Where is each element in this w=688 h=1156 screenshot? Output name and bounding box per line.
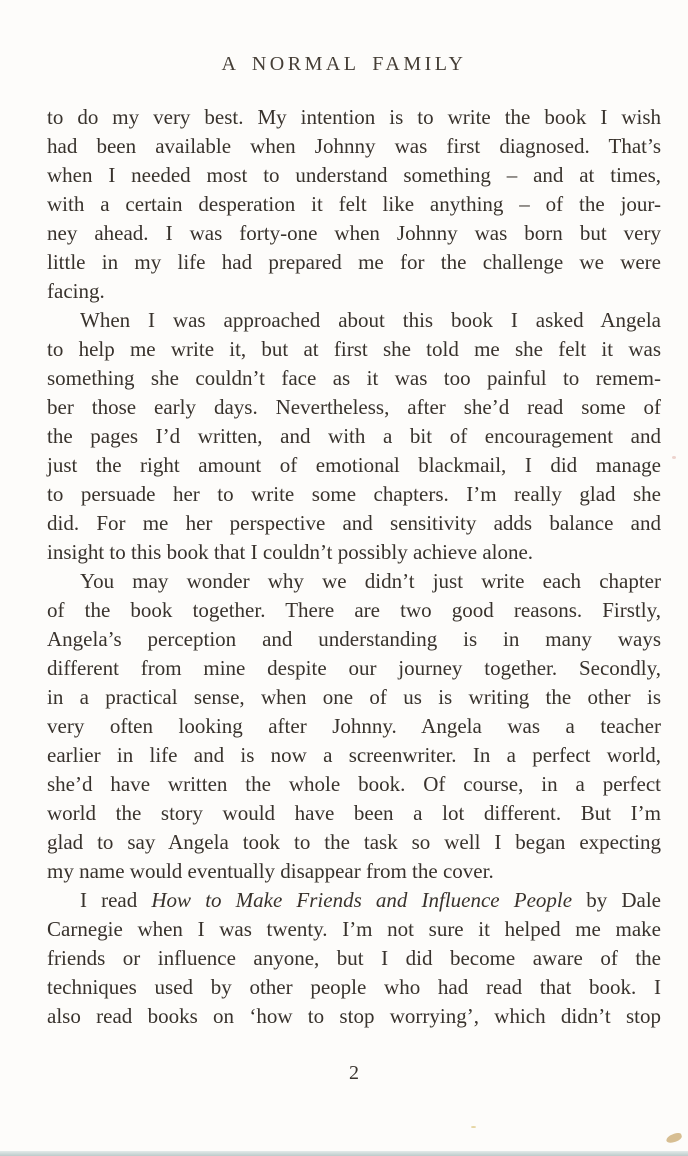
text-line xyxy=(47,828,661,857)
text-line xyxy=(47,683,661,712)
text-segment: to help me write it, but at first she told me she felt it was xyxy=(47,337,661,361)
text-segment: I read xyxy=(80,888,152,912)
text-line xyxy=(47,886,661,915)
text-line xyxy=(47,190,661,219)
text-line xyxy=(47,654,661,683)
text-line xyxy=(47,393,661,422)
text-line xyxy=(47,132,661,161)
text-segment: when I needed most to understand something – and at times, xyxy=(47,163,661,187)
text-segment: world the story would have been a lot different. But I’m xyxy=(47,801,661,825)
text-line xyxy=(47,364,661,393)
text-line xyxy=(47,538,661,567)
text-segment: glad to say Angela took to the task so well I began expecting xyxy=(47,830,661,854)
text-segment: she’d have written the whole book. Of course, in a perfect xyxy=(47,772,661,796)
text-segment: just the right amount of emotional blackmail, I did manage xyxy=(47,453,661,477)
scan-smudge-corner xyxy=(665,1132,683,1145)
text-segment: to do my very best. My intention is to write the book I wish xyxy=(47,105,661,129)
text-line xyxy=(47,161,661,190)
text-line xyxy=(47,248,661,277)
text-segment: with a certain desperation it felt like anything – of the jour- xyxy=(47,192,661,216)
text-segment: the pages I’d written, and with a bit of encouragement and xyxy=(47,424,661,448)
page-body xyxy=(47,103,661,1031)
text-line xyxy=(47,944,661,973)
text-line xyxy=(47,335,661,364)
text-line xyxy=(47,596,661,625)
text-line xyxy=(47,451,661,480)
scan-edge-artifact xyxy=(0,1151,688,1156)
running-header: A NORMAL FAMILY xyxy=(221,53,467,75)
scan-speck xyxy=(471,1126,476,1128)
text-segment: did. For me her perspective and sensitivity adds balance and xyxy=(47,511,661,535)
text-segment: When I was approached about this book I asked Angela xyxy=(80,308,661,332)
text-line xyxy=(47,277,661,306)
text-segment: Carnegie when I was twenty. I’m not sure it helped me make xyxy=(47,917,661,941)
text-segment: insight to this book that I couldn’t possibly achieve alone. xyxy=(47,540,534,564)
text-line xyxy=(47,625,661,654)
text-line xyxy=(47,857,661,886)
text-line xyxy=(47,509,661,538)
text-segment: You may wonder why we didn’t just write each chapter xyxy=(80,569,661,593)
text-segment: ney ahead. I was forty-one when Johnny was born but very xyxy=(47,221,661,245)
text-line xyxy=(47,1002,661,1031)
text-segment: earlier in life and is now a screenwriter. In a perfect world, xyxy=(47,743,661,767)
text-segment: of the book together. There are two good reasons. Firstly, xyxy=(47,598,661,622)
text-segment: facing. xyxy=(47,279,105,303)
text-segment: something she couldn’t face as it was too painful to remem- xyxy=(47,366,661,390)
text-segment: to persuade her to write some chapters. I’m really glad she xyxy=(47,482,661,506)
text-line xyxy=(47,219,661,248)
text-segment: techniques used by other people who had read that book. I xyxy=(47,975,661,999)
text-segment: my name would eventually disappear from the cover. xyxy=(47,859,494,883)
text-segment: very often looking after Johnny. Angela was a teacher xyxy=(47,714,661,738)
text-segment: by Dale xyxy=(572,888,661,912)
text-line xyxy=(47,480,661,509)
text-segment: in a practical sense, when one of us is writing the other is xyxy=(47,685,661,709)
text-segment: friends or influence anyone, but I did become aware of the xyxy=(47,946,661,970)
text-line xyxy=(47,567,661,596)
text-line xyxy=(47,915,661,944)
text-line xyxy=(47,770,661,799)
text-line xyxy=(47,799,661,828)
text-line xyxy=(47,306,661,335)
text-segment: ber those early days. Nevertheless, after she’d read some of xyxy=(47,395,661,419)
scan-speck xyxy=(672,456,676,459)
text-segment: had been available when Johnny was first diagnosed. That’s xyxy=(47,134,661,158)
text-line xyxy=(47,741,661,770)
text-segment: different from mine despite our journey together. Secondly, xyxy=(47,656,661,680)
text-segment: also read books on ‘how to stop worrying’, which didn’t stop xyxy=(47,1004,661,1028)
book-title-italic: How to Make Friends and Influence People xyxy=(151,888,573,912)
text-segment: Angela’s perception and understanding is in many ways xyxy=(47,627,661,651)
text-line xyxy=(47,712,661,741)
text-line xyxy=(47,103,661,132)
text-line xyxy=(47,973,661,1002)
text-segment: little in my life had prepared me for the challenge we were xyxy=(47,250,661,274)
text-line xyxy=(47,422,661,451)
page-number: 2 xyxy=(349,1062,359,1084)
